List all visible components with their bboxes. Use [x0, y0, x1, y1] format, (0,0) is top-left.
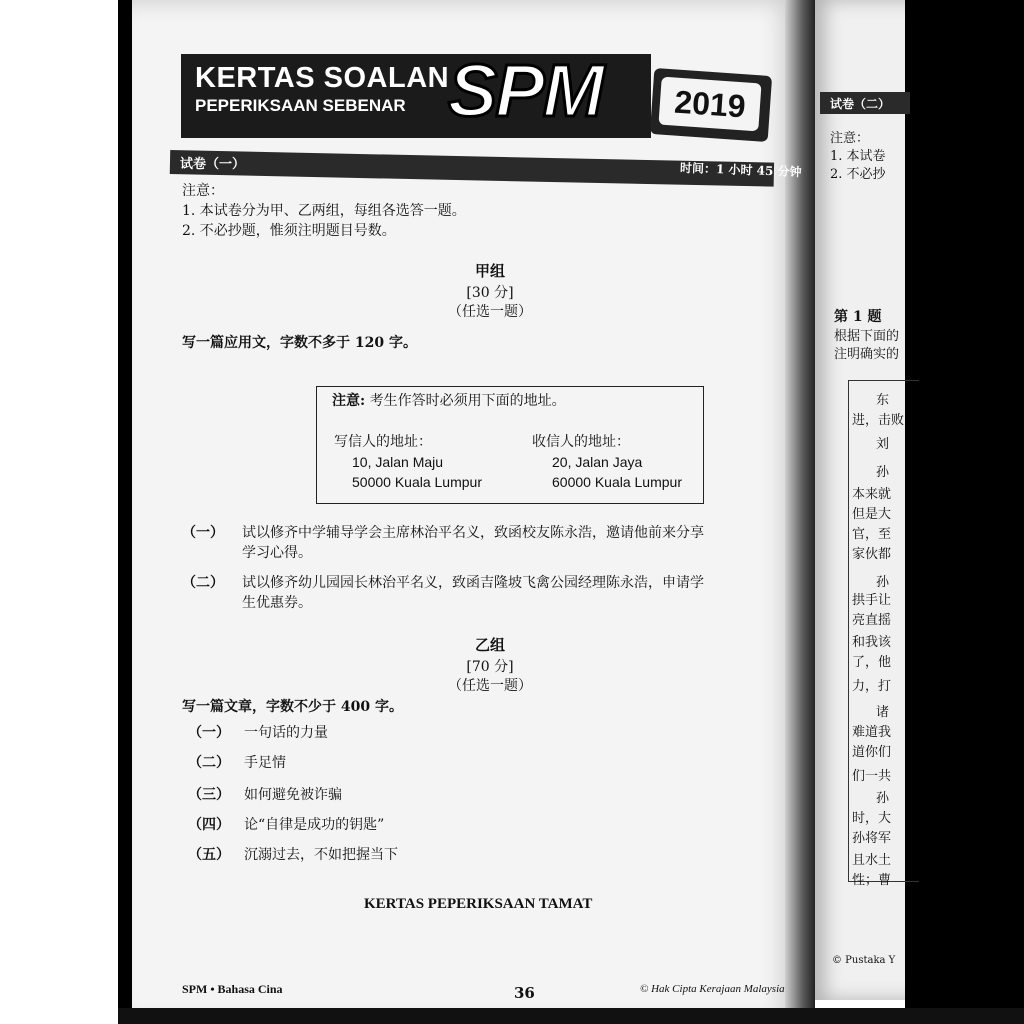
right-page-passage-line: 们一共: [852, 769, 892, 784]
right-page-passage-line: 孙: [876, 791, 890, 806]
sender-address-line1: 10, Jalan Maju: [352, 454, 444, 470]
sender-address-line2: 50000 Kuala Lumpur: [352, 474, 482, 490]
question-b1-text: 一句话的力量: [244, 725, 328, 741]
section-b-instruction: 写一篇文章，字数不少于 400 字。: [182, 699, 403, 715]
book-gutter: [785, 0, 815, 1024]
banner-subtitle: PEPERIKSAAN SEBENAR: [195, 96, 406, 115]
right-page-passage-line: 但是大: [852, 507, 892, 522]
section-a-title: 甲组: [474, 262, 505, 280]
right-page-passage-line: 和我该: [852, 635, 892, 650]
question-a1-line1: 试以修齐中学辅导学会主席林治平名义，致函校友陈永浩，邀请他前来分享: [242, 525, 704, 541]
right-background-edge: [905, 0, 1024, 1024]
right-page-passage-line: 孙: [876, 575, 890, 590]
receiver-address-label: 收信人的地址：: [532, 434, 630, 450]
left-background-edge: [118, 0, 132, 1024]
footer-copyright: © Hak Cipta Kerajaan Malaysia: [640, 983, 785, 995]
right-page-passage-line: 力，打: [852, 679, 892, 694]
question-b5-number: （五）: [188, 847, 230, 863]
question-a2-line1: 试以修齐幼儿园园长林治平名义，致函吉隆坡飞禽公园经理陈永浩，申请学: [242, 575, 704, 591]
right-page-note-1: 1. 本试卷: [830, 149, 886, 164]
footer-subject: SPM • Bahasa Cina: [182, 982, 283, 996]
right-page-question-line2: 注明确实的: [834, 347, 900, 362]
right-page-passage-line: 进，击败: [852, 413, 905, 428]
right-page-paper-label: 试卷（二）: [830, 97, 891, 111]
receiver-address-line2: 60000 Kuala Lumpur: [552, 474, 682, 490]
right-page-passage-line: 了，他: [852, 655, 892, 670]
bottom-background-edge: [118, 1008, 1024, 1024]
right-page-passage-line: 拱手让: [852, 593, 892, 608]
banner-title: KERTAS SOALAN: [195, 62, 450, 94]
right-page-footer: © Pustaka Y: [832, 955, 896, 966]
section-b-choose: （任选一题）: [448, 678, 532, 694]
right-page-note-2: 2. 不必抄: [830, 167, 886, 182]
notes-item-2: 2. 不必抄题，惟须注明题目号数。: [182, 223, 396, 239]
question-b1-number: （一）: [188, 725, 230, 741]
right-page-passage-line: 亮直摇: [852, 613, 892, 628]
question-a2-line2: 生优惠券。: [242, 595, 312, 611]
page-number: 36: [514, 984, 535, 1002]
time-label: 时间：1 小时 45 分钟: [679, 160, 802, 180]
right-page-passage-line: 难道我: [852, 725, 892, 740]
right-page-passage-line: 孙将军: [852, 831, 892, 846]
question-a2-number: （二）: [182, 575, 224, 591]
right-page-passage-line: 性；曹: [852, 873, 892, 888]
notes-title: 注意：: [182, 183, 224, 199]
right-page-passage-line: 家伙都: [852, 547, 892, 562]
section-a-choose: （任选一题）: [448, 304, 532, 320]
end-of-paper: KERTAS PEPERIKSAAN TAMAT: [364, 896, 593, 912]
question-b3-text: 如何避免被诈骗: [244, 787, 342, 803]
notice-title-bold: 注意:: [332, 393, 366, 409]
section-b-marks: [70 分]: [466, 659, 514, 675]
right-page-passage-line: 诸: [876, 705, 890, 720]
question-a1-line2: 学习心得。: [242, 545, 312, 561]
right-page-question-line1: 根据下面的: [834, 329, 900, 344]
notice-title-text: 考生作答时必须用下面的地址。: [365, 393, 566, 409]
right-page-passage-line: 东: [876, 393, 890, 408]
right-page-passage-line: 且水土: [852, 853, 892, 868]
question-a1-number: （一）: [182, 525, 224, 541]
question-b4-number: （四）: [188, 817, 230, 833]
right-page-passage-line: 道你们: [852, 745, 892, 760]
question-b4-text: 论“自律是成功的钥匙”: [244, 817, 385, 833]
paper-label: 试卷（一）: [180, 157, 246, 172]
question-b5-text: 沉溺过去，不如把握当下: [244, 847, 398, 863]
section-a-marks: [30 分]: [466, 285, 514, 301]
right-page-passage-line: 本来就: [852, 487, 892, 502]
receiver-address-line1: 20, Jalan Jaya: [552, 454, 643, 470]
question-b3-number: （三）: [188, 787, 230, 803]
notes-item-1: 1. 本试卷分为甲、乙两组，每组各选答一题。: [182, 203, 466, 219]
question-b2-number: （二）: [188, 755, 230, 771]
right-page-notes-title: 注意：: [830, 131, 870, 146]
question-b2-text: 手足情: [244, 755, 286, 771]
spm-logo: SPM: [448, 49, 603, 132]
right-page-passage-line: 时，大: [852, 811, 892, 826]
right-page-passage-line: 刘: [876, 437, 890, 452]
section-b-title: 乙组: [474, 636, 505, 654]
right-page-passage-line: 孙: [876, 465, 890, 480]
right-page-passage-line: 官，至: [852, 527, 892, 542]
right-page-question-title: 第 1 题: [834, 309, 882, 325]
year-badge: 2019: [658, 77, 761, 132]
section-a-instruction: 写一篇应用文，字数不多于 120 字。: [182, 335, 417, 351]
sender-address-label: 写信人的地址：: [334, 434, 432, 450]
